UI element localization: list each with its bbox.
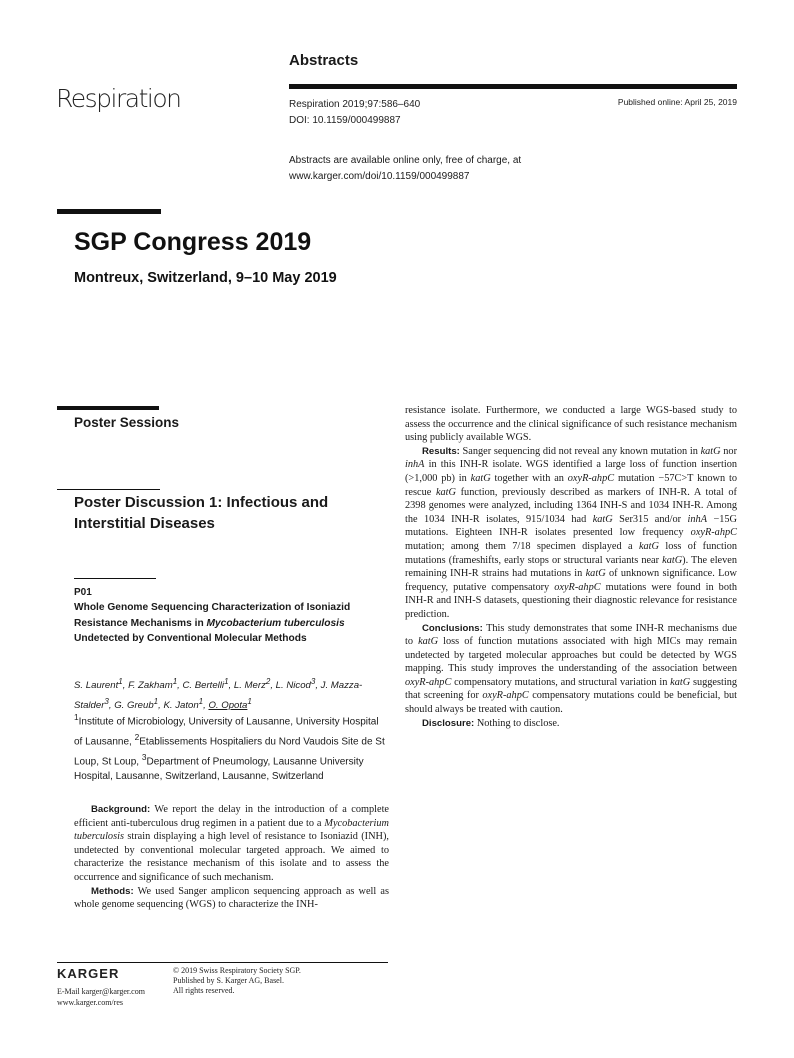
footer-contact (57, 986, 145, 1008)
conclusions-paragraph (405, 622, 737, 717)
gene: katG (700, 445, 721, 457)
discussion-rule (57, 489, 160, 490)
congress-rule (57, 209, 161, 214)
text: strain displaying a high level of resistance to Isoniazid (INH), undetected by conventional molecular targeted approach. We aimed to characterize the resistance mechanism of this isolate and to assess the occurrence and significance of such mechanism. (74, 831, 389, 883)
title-part: Whole Genome Sequencing Characterization of Isoniazid Resistance Mechanisms in (74, 602, 351, 629)
conclusions-label: Conclusions: (422, 622, 483, 634)
gene: katG (592, 513, 613, 525)
disclosure-label: Disclosure: (422, 717, 475, 729)
availability-link[interactable]: www.karger.com/doi/10.1159/000499887 (289, 171, 470, 182)
text: together with an (490, 472, 568, 484)
author: L. Merz (233, 680, 266, 692)
published-date: Published online: April 25, 2019 (617, 97, 737, 107)
header-rule (289, 84, 737, 89)
copyright-line: © 2019 Swiss Respiratory Society SGP. (173, 966, 301, 975)
presenting-author: O. Opota (208, 700, 248, 712)
disclosure-paragraph (405, 717, 737, 731)
abstract-code: P01 (74, 587, 92, 598)
author: K. Jaton (163, 700, 199, 712)
rights-line: All rights reserved. (173, 986, 235, 995)
methods-continuation (405, 404, 737, 445)
gene: oxyR-ahpC (690, 527, 737, 539)
poster-sessions-rule (57, 406, 159, 410)
affiliations: $^1$Institute of Microbiology, University of Lausanne, University Hospital of Lausanne, $^2$Etablissements Hospitaliers du Nord Vaudois Site de St Loup, St Loup, $^3$Department of Pneumology, Lausanne University Hospital, Lausanne, Switzerland, Lausanne, Switzerland (74, 712, 385, 783)
text: Mycobacterium tuberculosis (74, 817, 389, 843)
congress-subtitle: Montreux, Switzerland, 9–10 May 2019 (74, 270, 337, 286)
background-paragraph (74, 803, 389, 885)
text: nor (720, 445, 738, 457)
text: resistance isolate. Furthermore, we conducted a large WGS-based study to assess the occurrence and the clinical significance of such resistance mechanism using publicly available WGS. (405, 405, 737, 444)
gene: katG (585, 568, 606, 580)
text: −15G mutations. Eighteen INH-R isolates presented low frequency (405, 513, 737, 539)
gene: oxyR-ahpC (567, 472, 615, 484)
author: C. Bertelli (182, 680, 225, 692)
affiliation: Institute of Microbiology, University of Lausanne, University Hospital of Lausanne, (74, 716, 379, 748)
footer-rule (57, 962, 388, 963)
gene: katG (470, 472, 491, 484)
availability-text: Abstracts are available online only, free of charge, at (289, 155, 522, 166)
author-list: S. Laurent$^1$, F. Zakham$^1$, C. Bertelli$^1$, L. Merz$^2$, L. Nicod$^3$, J. Mazza-Stalder$^3$, G. Greub$^1$, K. Jaton$^1$, O. Opota$^1$ (74, 677, 363, 712)
text: compensatory mutations could be beneficial, but should always be treated with caution. (405, 690, 737, 716)
journal-reference: Respiration 2019;97:586–640 (289, 99, 421, 110)
footer-copyright (173, 966, 301, 996)
author: J. Mazza-Stalder (74, 680, 363, 712)
text: mutations were found in both INH-R and INH-S datasets, questioning their diagnostic relevance for resistance prediction. (405, 581, 737, 620)
abstract-title (74, 600, 384, 647)
methods-label: Methods: (91, 885, 134, 897)
text: We used Sanger amplicon sequencing approach as well as whole genome sequencing (WGS) to characterize the INH- (74, 885, 389, 911)
abstract-rule (74, 578, 156, 579)
congress-title: SGP Congress 2019 (74, 228, 312, 256)
publisher-line: Published by S. Karger AG, Basel. (173, 976, 284, 985)
text: mutation −57C>T known to rescue (405, 472, 737, 498)
results-paragraph (405, 445, 737, 622)
text: Sanger sequencing did not reveal any known mutation in (462, 445, 701, 457)
title-part: Undetected by Conventional Molecular Methods (74, 633, 307, 644)
gene: katG (418, 636, 439, 648)
text: suggesting that screening for (405, 676, 738, 702)
gene: katG (662, 554, 683, 566)
text: of unknown significance. Low frequency, putative compensatory (405, 568, 737, 593)
text: loss of function mutations associated with high MICs may remain undetected by targeted molecular approaches but could be detected by WGS mapping. This study improves the understanding of the association between (405, 636, 737, 675)
gene: katG (435, 486, 456, 498)
gene: oxyR-ahpC (554, 581, 601, 593)
text: loss of function mutations (frameshifts, early stops or structural variants near (405, 540, 737, 566)
gene: katG (638, 540, 659, 552)
affiliation: Department of Pneumology, Lausanne University Hospital, Lausanne, Switzerland, Lausanne, Switzerland (74, 755, 364, 783)
doi[interactable]: DOI: 10.1159/000499887 (289, 115, 401, 126)
text: ). The eleven remaining INH-R strains had mutations in (405, 554, 737, 580)
gene: oxyR-ahpC (405, 676, 452, 688)
text: mutation; among them 7/18 specimen displayed a (405, 540, 639, 552)
background-label: Background: (91, 804, 151, 815)
text: Nothing to disclose. (476, 717, 560, 729)
publisher-logo: KARGER (57, 966, 120, 981)
gene: oxyR-ahpC (482, 690, 529, 702)
journal-logo: Respiration (56, 84, 181, 113)
footer-website[interactable]: www.karger.com/res (57, 998, 123, 1007)
gene: inhA (687, 513, 707, 525)
methods-paragraph (74, 885, 389, 912)
text: We report the delay in the introduction of a complete efficient anti-tuberculous drug regimen in a patient due to a (74, 804, 390, 829)
author: S. Laurent (74, 680, 119, 692)
poster-sessions-heading: Poster Sessions (74, 415, 180, 430)
abstract-body-left (74, 803, 389, 912)
text: in this INH-R isolate. WGS identified a large loss of function insertion (>1,000 pb) in (405, 459, 737, 484)
results-label: Results: (422, 445, 460, 457)
abstract-body-right (405, 404, 737, 730)
affiliation: Etablissements Hospitaliers du Nord Vaudois Site de St Loup, St Loup, (74, 736, 385, 767)
author: L. Nicod (275, 680, 311, 692)
author: F. Zakham (128, 680, 173, 692)
text: This study demonstrates that some INH-R mechanisms due to (405, 622, 738, 648)
author: G. Greub (114, 700, 154, 712)
footer-email[interactable]: E-Mail karger@karger.com (57, 987, 145, 996)
text: compensatory mutations, and structural variation in (451, 676, 671, 688)
discussion-heading: Poster Discussion 1: Infectious and Interstitial Diseases (74, 494, 329, 532)
text: Ser315 and/or (612, 513, 688, 525)
title-organism: Mycobacterium tuberculosis (206, 617, 345, 629)
text: function, previously described as markers of INH-R. A total of 2398 genomes were analyzed, including 1364 INH-S and 1034 INH-R. Among the 1034 INH-R isolates, 915/1034 had (405, 486, 737, 525)
gene: inhA (405, 459, 425, 471)
availability-note (289, 153, 619, 185)
gene: katG (670, 676, 691, 688)
section-title: Abstracts (289, 52, 359, 69)
